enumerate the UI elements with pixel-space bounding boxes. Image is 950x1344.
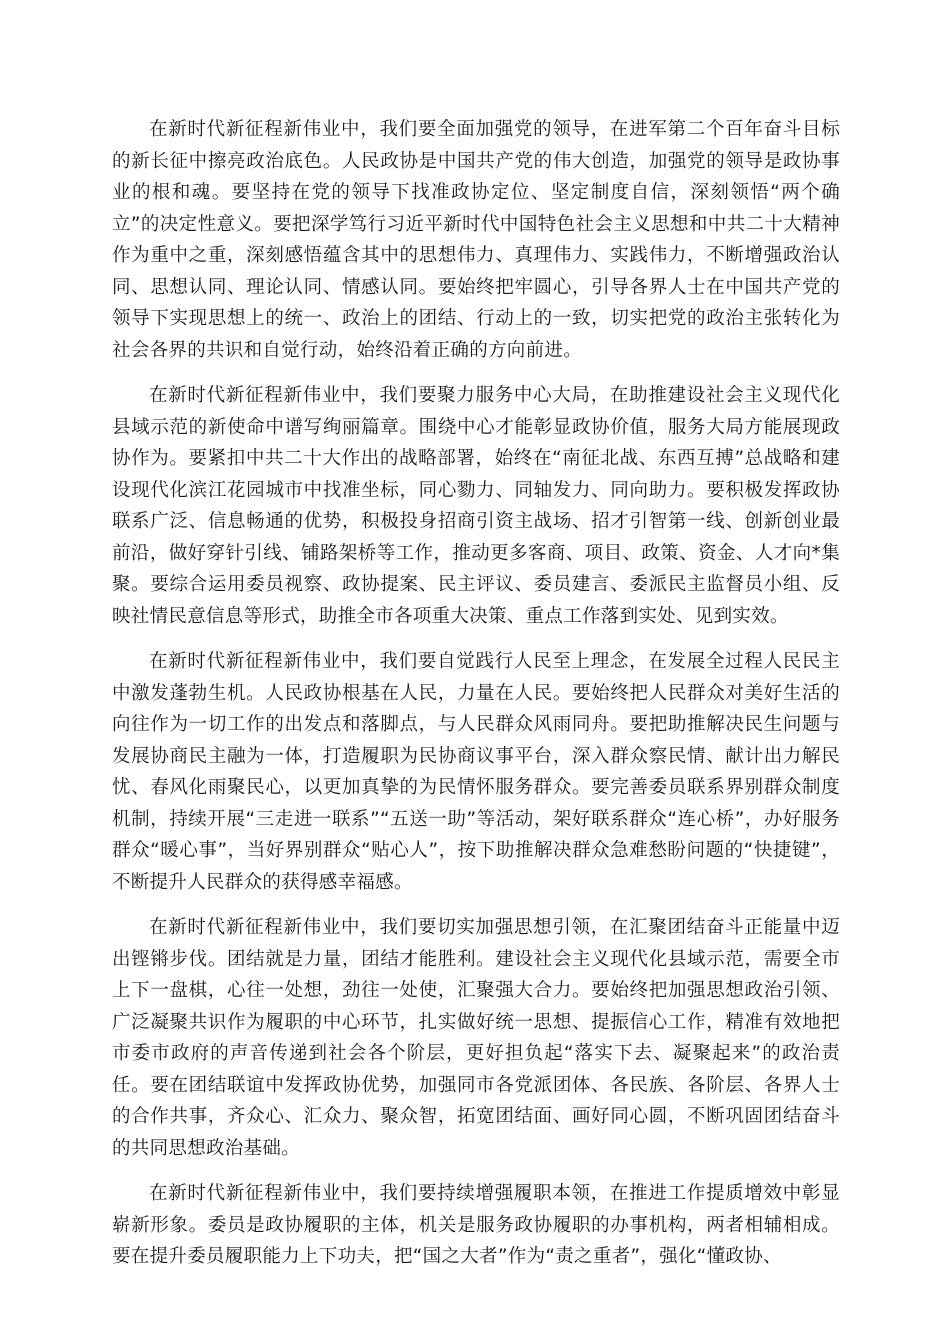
- paragraph-4: 在新时代新征程新伟业中，我们要切实加强思想引领，在汇聚团结奋斗正能量中迈出铿锵步伐。团结就是力量，团结才能胜利。建设社会主义现代化县域示范，需要全市上下一盘棋，心往一处想，劲往一处使，汇聚强大合力。要始终把加强思想政治引领、广泛凝聚共识作为履职的中心环节，扎实做好统一思想、提振信心工作，精准有效地把市委市政府的声音传递到社会各个阶层，更好担负起“落实下去、凝聚起来”的政治责任。要在团结联谊中发挥政协优势，加强同市各党派团体、各民族、各阶层、各界人士的合作共事，齐众心、汇众力、聚众智，拓宽团结面、画好同心圆，不断巩固团结奋斗的共同思想政治基础。: [112, 917, 840, 1159]
- paragraph-2: 在新时代新征程新伟业中，我们要聚力服务中心大局，在助推建设社会主义现代化县域示范的新使命中谱写绚丽篇章。围绕中心才能彰显政协价值，服务大局方能展现政协作为。要紧扣中共二十大作出的战略部署，始终在“南征北战、东西互搏”总战略和建设现代化滨江花园城市中找准坐标，同心勠力、同轴发力、同向助力。要积极发挥政协联系广泛、信息畅通的优势，积极投身招商引资主战场、招才引智第一线、创新创业最前沿，做好穿针引线、铺路架桥等工作，推动更多客商、项目、政策、资金、人才向*集聚。要综合运用委员视察、政协提案、民主评议、委员建言、委派民主监督员小组、反映社情民意信息等形式，助推全市各项重大决策、重点工作落到实处、见到实效。: [112, 385, 840, 627]
- paragraph-5: 在新时代新征程新伟业中，我们要持续增强履职本领，在推进工作提质增效中彰显崭新形象。委员是政协履职的主体，机关是服务政协履职的办事机构，两者相辅相成。要在提升委员履职能力上下功夫，把“国之大者”作为“责之重者”，强化“懂政协、: [112, 1183, 840, 1267]
- paragraph-3: 在新时代新征程新伟业中，我们要自觉践行人民至上理念，在发展全过程人民民主中激发蓬勃生机。人民政协根基在人民，力量在人民。要始终把人民群众对美好生活的向往作为一切工作的出发点和落脚点，与人民群众风雨同舟。要把助推解决民生问题与发展协商民主融为一体，打造履职为民协商议事平台，深入群众察民情、献计出力解民忧、春风化雨聚民心，以更加真挚的为民情怀服务群众。要完善委员联系界别群众制度机制，持续开展“三走进一联系”“五送一助”等活动，架好联系群众“连心桥”，办好服务群众“暖心事”，当好界别群众“贴心人”，按下助推解决群众急难愁盼问题的“快捷键”，不断提升人民群众的获得感幸福感。: [112, 651, 840, 893]
- paragraph-1: 在新时代新征程新伟业中，我们要全面加强党的领导，在进军第二个百年奋斗目标的新长征中擦亮政治底色。人民政协是中国共产党的伟大创造，加强党的领导是政协事业的根和魂。要坚持在党的领导下找准政协定位、坚定制度自信，深刻领悟“两个确立”的决定性意义。要把深学笃行习近平新时代中国特色社会主义思想和中共二十大精神作为重中之重，深刻感悟蕴含其中的思想伟力、真理伟力、实践伟力，不断增强政治认同、思想认同、理论认同、情感认同。要始终把牢圆心，引导各界人士在中国共产党的领导下实现思想上的统一、政治上的团结、行动上的一致，切实把党的政治主张转化为社会各界的共识和自觉行动，始终沿着正确的方向前进。: [112, 119, 840, 361]
- document-body: [112, 114, 840, 1287]
